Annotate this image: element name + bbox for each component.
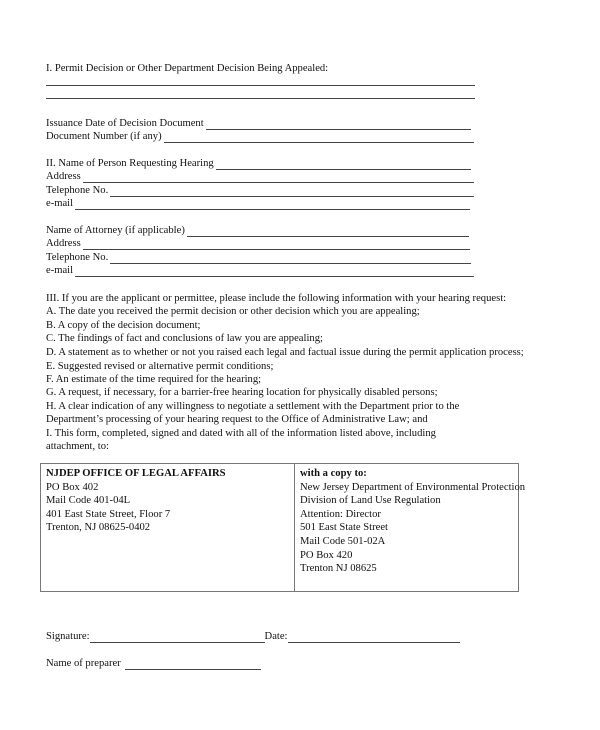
- date-label: Date:: [264, 631, 288, 642]
- requirement-item: G. A request, if necessary, for a barrier-free hearing location for physically disabled persons;: [46, 387, 438, 398]
- requirement-item: Department’s processing of your hearing request to the Office of Administrative Law; and: [46, 414, 428, 425]
- signature-input[interactable]: [90, 632, 265, 643]
- requirement-item: E. Suggested revised or alternative permit conditions;: [46, 361, 274, 372]
- requirement-item: A. The date you received the permit decision or other decision which you are appealing;: [46, 306, 420, 317]
- legal-affairs-title: NJDEP OFFICE OF LEGAL AFFAIRS: [46, 468, 226, 479]
- requirement-item: B. A copy of the decision document;: [46, 320, 201, 331]
- requester-name-input[interactable]: [216, 159, 471, 170]
- requirement-item: F. An estimate of the time required for the hearing;: [46, 374, 262, 385]
- requester-name-label: II. Name of Person Requesting Hearing: [46, 158, 214, 169]
- address-line: PO Box 420: [300, 549, 353, 561]
- copy-to-title: with a copy to:: [300, 468, 367, 479]
- signature-label: Signature:: [46, 631, 90, 642]
- preparer-label: Name of preparer: [46, 658, 121, 669]
- requirement-item: attachment, to:: [46, 441, 109, 452]
- copy-to-address: [300, 467, 525, 576]
- document-number-label: Document Number (if any): [46, 131, 162, 142]
- address-line: 501 East State Street: [300, 522, 388, 534]
- attorney-name-field[interactable]: [46, 224, 469, 237]
- document-number-input[interactable]: [164, 132, 474, 143]
- decision-line-2[interactable]: [46, 98, 475, 99]
- telephone-label: Telephone No.: [46, 185, 109, 196]
- attorney-name-label: Name of Attorney (if applicable): [46, 225, 185, 236]
- attorney-email-field[interactable]: [46, 264, 474, 277]
- email-label: e-mail: [46, 198, 74, 209]
- telephone-input[interactable]: [110, 186, 474, 197]
- preparer-field[interactable]: [46, 657, 261, 670]
- attorney-address-input[interactable]: [83, 239, 470, 250]
- address-line: Trenton NJ 08625: [300, 563, 377, 575]
- section1-heading: I. Permit Decision or Other Department Decision Being Appealed:: [46, 63, 329, 74]
- issuance-date-label: Issuance Date of Decision Document: [46, 118, 204, 129]
- requirement-item: H. A clear indication of any willingness to negotiate a settlement with the Department prior to the: [46, 401, 460, 412]
- address-table: [40, 463, 526, 592]
- preparer-input[interactable]: [125, 659, 261, 670]
- telephone-field[interactable]: [46, 184, 474, 197]
- attorney-telephone-field[interactable]: [46, 251, 471, 264]
- document-number-field[interactable]: [46, 130, 474, 143]
- address-field[interactable]: [46, 170, 474, 183]
- attorney-telephone-label: Telephone No.: [46, 252, 109, 263]
- attorney-name-input[interactable]: [187, 226, 469, 237]
- requirement-item: D. A statement as to whether or not you raised each legal and factual issue during the permit application process;: [46, 347, 524, 358]
- section3-heading: III. If you are the applicant or permittee, please include the following information with your hearing request:: [46, 293, 507, 304]
- attorney-email-label: e-mail: [46, 265, 74, 276]
- date-input[interactable]: [288, 632, 461, 643]
- requirement-item: C. The findings of fact and conclusions of law you are appealing;: [46, 333, 323, 344]
- address-line: Mail Code 401-04L: [46, 495, 131, 507]
- address-input[interactable]: [83, 172, 474, 183]
- email-input[interactable]: [75, 199, 470, 210]
- email-field[interactable]: [46, 197, 470, 210]
- address-line: Mail Code 501-02A: [300, 535, 386, 547]
- address-line: Trenton, NJ 08625-0402: [46, 522, 151, 534]
- address-line: Division of Land Use Regulation: [300, 495, 441, 507]
- legal-affairs-address: [46, 467, 226, 535]
- issuance-date-field[interactable]: [46, 117, 471, 130]
- attorney-telephone-input[interactable]: [110, 253, 471, 264]
- address-line: 401 East State Street, Floor 7: [46, 508, 171, 520]
- address-line: PO Box 402: [46, 481, 99, 493]
- address-label: Address: [46, 171, 81, 182]
- address-line: Attention: Director: [300, 508, 381, 520]
- decision-line-1[interactable]: [46, 85, 475, 86]
- address-line: New Jersey Department of Environmental Protection: [300, 481, 526, 493]
- attorney-address-field[interactable]: [46, 237, 470, 250]
- requirement-item: I. This form, completed, signed and dated with all of the information listed above, including: [46, 428, 436, 439]
- signature-row: [46, 630, 460, 643]
- issuance-date-input[interactable]: [206, 119, 471, 130]
- attorney-address-label: Address: [46, 238, 81, 249]
- table-divider: [294, 464, 295, 591]
- requester-name-field[interactable]: [46, 157, 471, 170]
- attorney-email-input[interactable]: [75, 266, 474, 277]
